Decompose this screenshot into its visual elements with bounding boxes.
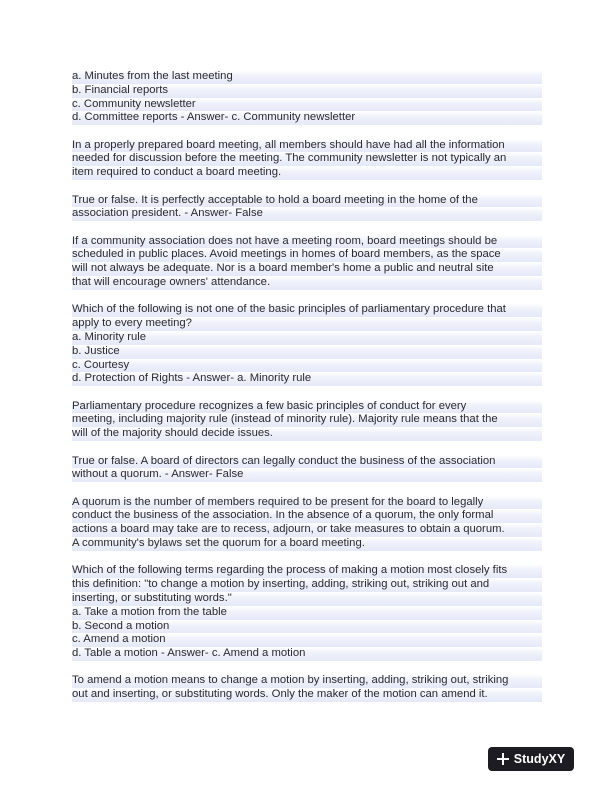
text-line: To amend a motion means to change a motion by inserting, adding, striking out, striking bbox=[72, 674, 542, 688]
text-line: b. Financial reports bbox=[72, 84, 542, 98]
text-line: If a community association does not have a meeting room, board meetings should be bbox=[72, 235, 542, 249]
text-line: d. Protection of Rights - Answer- a. Minority rule bbox=[72, 372, 542, 386]
paragraph-block bbox=[72, 400, 542, 441]
paragraph-block bbox=[72, 303, 542, 386]
plus-icon bbox=[497, 753, 509, 765]
text-line: a. Minority rule bbox=[72, 331, 542, 345]
text-line: apply to every meeting? bbox=[72, 317, 542, 331]
text-line: True or false. A board of directors can legally conduct the business of the association bbox=[72, 455, 542, 469]
text-line: item required to conduct a board meeting. bbox=[72, 166, 542, 180]
text-line: c. Courtesy bbox=[72, 359, 542, 373]
text-line: scheduled in public places. Avoid meetings in homes of board members, as the space bbox=[72, 248, 542, 262]
text-line: will not always be adequate. Nor is a board member's home a public and neutral site bbox=[72, 262, 542, 276]
text-line: A quorum is the number of members required to be present for the board to legally bbox=[72, 496, 542, 510]
brand-name: StudyXY bbox=[513, 752, 566, 766]
text-line: association president. - Answer- False bbox=[72, 207, 542, 221]
text-line: this definition: "to change a motion by inserting, adding, striking out, striking out and bbox=[72, 578, 542, 592]
text-line: d. Committee reports - Answer- c. Community newsletter bbox=[72, 111, 542, 125]
text-line: A community's bylaws set the quorum for a board meeting. bbox=[72, 537, 542, 551]
text-line: will of the majority should decide issues. bbox=[72, 427, 542, 441]
text-line: actions a board may take are to recess, adjourn, or take measures to obtain a quorum. bbox=[72, 523, 542, 537]
paragraph-block bbox=[72, 70, 542, 125]
text-line: c. Community newsletter bbox=[72, 98, 542, 112]
paragraph-block bbox=[72, 139, 542, 180]
document-content bbox=[72, 70, 542, 715]
text-line: Parliamentary procedure recognizes a few basic principles of conduct for every bbox=[72, 400, 542, 414]
text-line: out and inserting, or substituting words. Only the maker of the motion can amend it. bbox=[72, 688, 542, 702]
paragraph-block bbox=[72, 496, 542, 551]
text-line: that will encourage owners' attendance. bbox=[72, 276, 542, 290]
text-line: In a properly prepared board meeting, all members should have had all the information bbox=[72, 139, 542, 153]
text-line: c. Amend a motion bbox=[72, 633, 542, 647]
text-line: Which of the following terms regarding the process of making a motion most closely fits bbox=[72, 564, 542, 578]
text-line: conduct the business of the association. In the absence of a quorum, the only formal bbox=[72, 509, 542, 523]
text-line: d. Table a motion - Answer- c. Amend a motion bbox=[72, 647, 542, 661]
paragraph-block bbox=[72, 455, 542, 483]
text-line: b. Second a motion bbox=[72, 620, 542, 634]
text-line: without a quorum. - Answer- False bbox=[72, 468, 542, 482]
text-line: inserting, or substituting words." bbox=[72, 592, 542, 606]
text-line: a. Minutes from the last meeting bbox=[72, 70, 542, 84]
text-line: a. Take a motion from the table bbox=[72, 606, 542, 620]
paragraph-block bbox=[72, 235, 542, 290]
paragraph-block bbox=[72, 674, 542, 702]
text-line: Which of the following is not one of the basic principles of parliamentary procedure that bbox=[72, 303, 542, 317]
text-line: b. Justice bbox=[72, 345, 542, 359]
text-line: meeting, including majority rule (instead of minority rule). Majority rule means that the bbox=[72, 413, 542, 427]
text-line: True or false. It is perfectly acceptable to hold a board meeting in the home of the bbox=[72, 194, 542, 208]
text-line: needed for discussion before the meeting. The community newsletter is not typically an bbox=[72, 152, 542, 166]
studyxy-logo[interactable] bbox=[488, 747, 574, 771]
paragraph-block bbox=[72, 564, 542, 661]
paragraph-block bbox=[72, 194, 542, 222]
